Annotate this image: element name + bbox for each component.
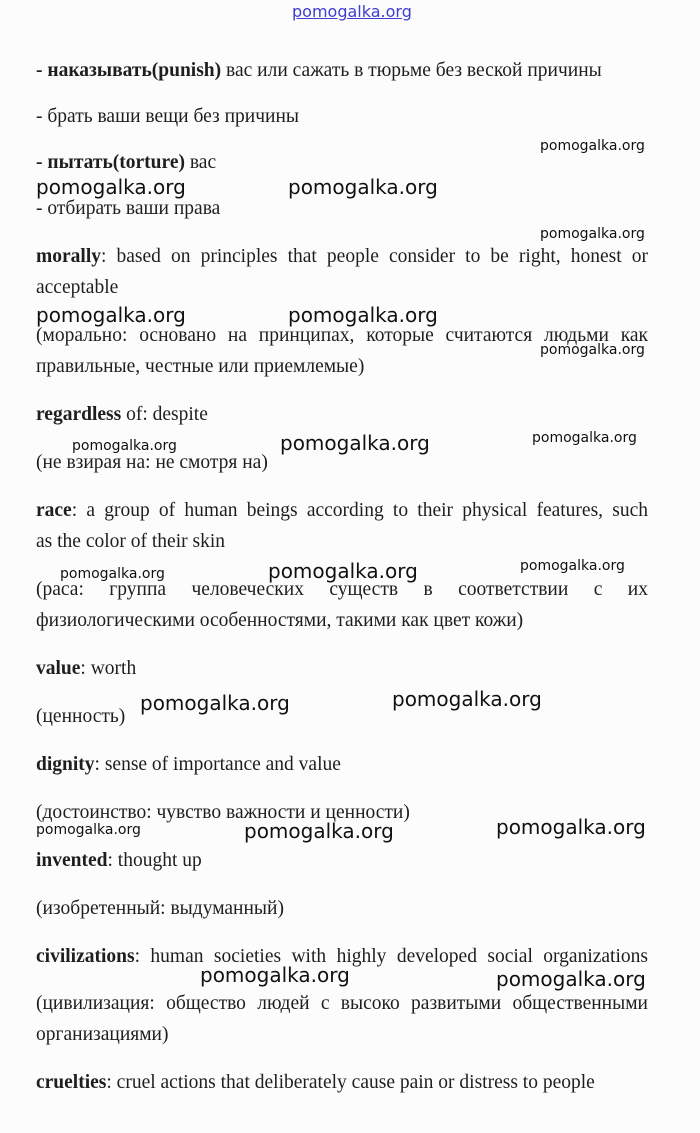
text-line bbox=[36, 654, 648, 684]
term: morally bbox=[36, 246, 101, 267]
text-line: правильные, честные или приемлемые) bbox=[36, 356, 365, 377]
text-line: (достоинство: чувство важности и ценности) bbox=[36, 802, 410, 823]
watermark: pomogalka.org bbox=[540, 138, 645, 154]
text-line: (ценность) bbox=[36, 706, 126, 727]
watermark: pomogalka.org bbox=[392, 687, 542, 711]
watermark: pomogalka.org bbox=[60, 566, 165, 582]
term: invented bbox=[36, 850, 108, 871]
term: civilizations bbox=[36, 946, 135, 967]
site-header-link[interactable]: pomogalka.org bbox=[292, 2, 412, 21]
watermark: pomogalka.org bbox=[140, 691, 290, 715]
text-line: (раса: группа человеческих существ в соответствии с их bbox=[36, 579, 648, 600]
text-fragment: : human societies with highly developed social organizations bbox=[134, 946, 648, 967]
text-fragment: : sense of importance and value bbox=[94, 754, 341, 775]
watermark: pomogalka.org bbox=[72, 438, 177, 454]
watermark: pomogalka.org bbox=[496, 815, 646, 839]
term: value bbox=[36, 658, 81, 679]
term: race bbox=[36, 500, 72, 521]
text-fragment: of: despite bbox=[121, 404, 208, 425]
text-fragment: вас или сажать в тюрьме без веской причины bbox=[221, 60, 602, 81]
text-line: - брать ваши вещи без причины bbox=[36, 106, 300, 127]
text-line bbox=[36, 242, 648, 272]
text-line bbox=[36, 750, 648, 780]
watermark: pomogalka.org bbox=[268, 559, 418, 583]
watermark: pomogalka.org bbox=[288, 303, 438, 327]
watermark: pomogalka.org bbox=[532, 430, 637, 446]
text-line: as the color of their skin bbox=[36, 531, 225, 552]
text-fragment: : thought up bbox=[107, 850, 202, 871]
watermark: pomogalka.org bbox=[520, 558, 625, 574]
text-line: (цивилизация: общество людей с высоко развитыми общественными bbox=[36, 993, 648, 1014]
watermark: pomogalka.org bbox=[36, 175, 186, 199]
text-line bbox=[36, 400, 648, 430]
text-fragment: : a group of human beings according to their physical features, such bbox=[71, 500, 648, 521]
watermark: pomogalka.org bbox=[496, 967, 646, 991]
watermark: pomogalka.org bbox=[540, 226, 645, 242]
text-line: (изобретенный: выдуманный) bbox=[36, 898, 284, 919]
text-line: (морально: основано на принципах, которые считаются людьми как bbox=[36, 325, 648, 346]
text-fragment: вас bbox=[184, 152, 217, 173]
text-line: - отбирать ваши права bbox=[36, 198, 221, 219]
text-fragment: : worth bbox=[80, 658, 137, 679]
term: regardless bbox=[36, 404, 122, 425]
watermark: pomogalka.org bbox=[36, 822, 141, 838]
text-line: организациями) bbox=[36, 1024, 169, 1045]
term: dignity bbox=[36, 754, 95, 775]
text-line bbox=[36, 496, 648, 526]
watermark: pomogalka.org bbox=[244, 819, 394, 843]
text-line bbox=[36, 846, 648, 876]
watermark: pomogalka.org bbox=[288, 175, 438, 199]
text-line bbox=[36, 1068, 648, 1098]
term: cruelties bbox=[36, 1072, 107, 1093]
text-fragment: : cruel actions that deliberately cause pain or distress to people bbox=[106, 1072, 595, 1093]
watermark: pomogalka.org bbox=[200, 963, 350, 987]
text-fragment: : based on principles that people consider to be right, honest or bbox=[100, 246, 648, 267]
watermark: pomogalka.org bbox=[36, 303, 186, 327]
text-line: физиологическими особенностями, такими как цвет кожи) bbox=[36, 610, 524, 631]
text-line: acceptable bbox=[36, 277, 119, 298]
term: - наказывать(punish) bbox=[36, 60, 222, 81]
watermark: pomogalka.org bbox=[280, 431, 430, 455]
watermark: pomogalka.org bbox=[540, 342, 645, 358]
term: - пытать(torture) bbox=[36, 152, 185, 173]
text-line: (не взирая на: не смотря на) bbox=[36, 452, 268, 473]
text-line bbox=[36, 56, 648, 86]
